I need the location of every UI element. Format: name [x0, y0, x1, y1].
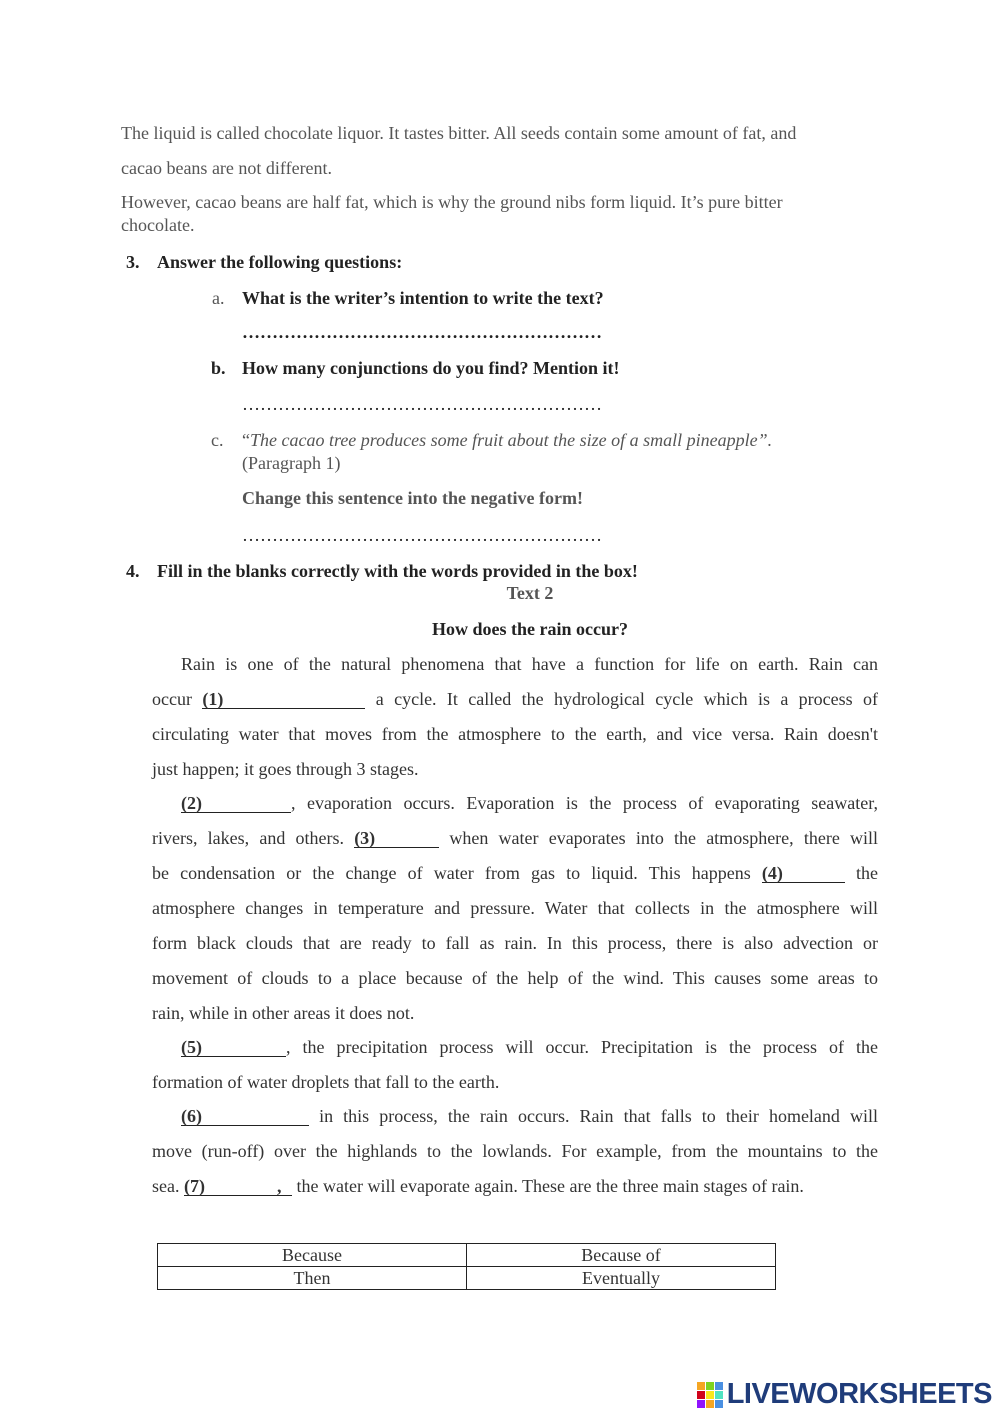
logo-grid-icon — [697, 1382, 723, 1408]
intro-line-2: cacao beans are not different. — [121, 158, 333, 178]
question-c-instruction: Change this sentence into the negative form! — [242, 488, 583, 508]
section-3-number: 3. — [126, 252, 140, 272]
open-quote: “ — [242, 430, 250, 450]
text-label: Text 2 — [506, 583, 554, 603]
quote-text: The cacao tree produces some fruit about the size of a small pineapple”. — [250, 430, 773, 450]
paragraph-1 — [152, 647, 878, 787]
p1-line-2: occur (1) a cycle. It called the hydrological cycle which is a process of — [152, 689, 879, 709]
paragraph-3 — [152, 1030, 878, 1100]
intro-line-3: However, cacao beans are half fat, which is why the ground nibs form liquid. It’s pure bitter — [121, 192, 783, 212]
logo-square — [697, 1400, 705, 1408]
p2-line-2: rivers, lakes, and others. (3) when water evaporates into the atmosphere, there will — [152, 828, 879, 848]
question-a-letter: a. — [212, 288, 225, 308]
logo-square — [706, 1391, 714, 1399]
paragraph-4 — [152, 1099, 878, 1204]
section-3-heading: Answer the following questions: — [157, 252, 403, 272]
answer-line-b[interactable]: …………………………………………………… — [242, 394, 602, 414]
section-4-heading: Fill in the blanks correctly with the words provided in the box! — [157, 561, 638, 581]
logo-square — [706, 1382, 714, 1390]
p2-line-6: movement of clouds to a place because of the help of the wind. This causes some areas to — [152, 968, 878, 988]
paragraph-2 — [152, 786, 878, 1031]
blank-6[interactable]: (6) — [181, 1107, 309, 1126]
word-box-row — [158, 1267, 776, 1290]
p4-line-3: sea. (7) , the water will evaporate again. These are the three main stages of rain. — [152, 1176, 804, 1196]
logo-square — [715, 1391, 723, 1399]
intro-line-4: chocolate. — [121, 215, 195, 235]
question-a-text: What is the writer’s intention to write the text? — [242, 288, 604, 308]
logo-text: LIVEWORKSHEETS — [726, 1378, 992, 1410]
blank-3[interactable]: (3) — [354, 829, 439, 848]
logo-square — [697, 1382, 705, 1390]
p2-line-3: be condensation or the change of water from gas to liquid. This happens (4) the — [152, 863, 878, 883]
question-b-letter: b. — [211, 358, 226, 378]
section-4-number: 4. — [126, 561, 140, 581]
p1-line-1: Rain is one of the natural phenomena that have a function for life on earth. Rain can — [181, 654, 878, 674]
question-c-quote — [242, 429, 772, 451]
blank-2[interactable]: (2) — [181, 794, 291, 813]
p3-line-1: (5) , the precipitation process will occur. Precipitation is the process of the — [181, 1037, 878, 1057]
logo-square — [697, 1391, 705, 1399]
p2-line-1: (2) , evaporation occurs. Evaporation is the process of evaporating seawater, — [181, 793, 878, 813]
p2-line-7: rain, while in other areas it does not. — [152, 1003, 415, 1023]
word-box-cell: Then — [158, 1267, 467, 1290]
word-box — [157, 1243, 776, 1290]
p3-line-2: formation of water droplets that fall to the earth. — [152, 1072, 500, 1092]
blank-1[interactable]: (1) — [202, 690, 365, 709]
answer-line-a[interactable]: …………………………………………………… — [242, 322, 602, 342]
word-box-cell: Because — [158, 1244, 467, 1267]
question-c-ref: (Paragraph 1) — [242, 453, 341, 473]
word-box-cell: Eventually — [467, 1267, 776, 1290]
question-b-text: How many conjunctions do you find? Mention it! — [242, 358, 620, 378]
word-box-row — [158, 1244, 776, 1267]
p1-line-3: circulating water that moves from the atmosphere to the earth, and vice versa. Rain doesn't — [152, 724, 878, 744]
blank-5[interactable]: (5) — [181, 1038, 286, 1057]
p4-line-2: move (run-off) over the highlands to the lowlands. For example, from the mountains to the — [152, 1141, 878, 1161]
word-box-cell: Because of — [467, 1244, 776, 1267]
p4-line-1: (6) in this process, the rain occurs. Rain that falls to their homeland will — [181, 1106, 879, 1126]
blank-4[interactable]: (4) — [762, 864, 845, 883]
p2-line-4: atmosphere changes in temperature and pressure. Water that collects in the atmosphere will — [152, 898, 878, 918]
blank-7[interactable]: (7) , — [184, 1177, 292, 1196]
logo-square — [706, 1400, 714, 1408]
logo-square — [715, 1400, 723, 1408]
p1-line-4: just happen; it goes through 3 stages. — [152, 759, 419, 779]
passage-title: How does the rain occur? — [432, 619, 628, 639]
question-c-letter: c. — [211, 430, 224, 450]
logo-square — [715, 1382, 723, 1390]
answer-line-c[interactable]: …………………………………………………… — [242, 525, 602, 545]
p2-line-5: form black clouds that are ready to fall as rain. In this process, there is also advection or — [152, 933, 878, 953]
intro-line-1: The liquid is called chocolate liquor. It tastes bitter. All seeds contain some amount of fat, and — [121, 123, 797, 143]
liveworksheets-logo — [697, 1378, 992, 1411]
